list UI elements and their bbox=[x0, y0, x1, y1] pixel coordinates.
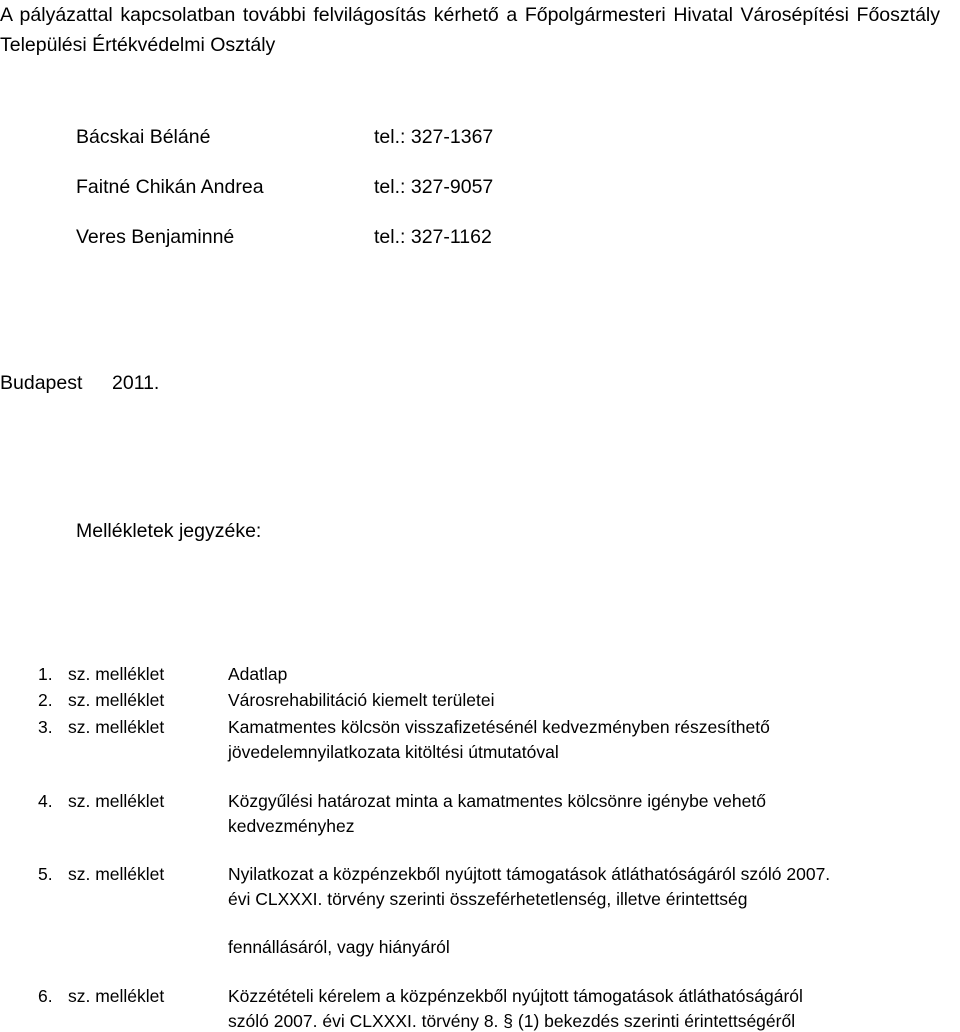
contact-phone: tel.: 327-1162 bbox=[374, 226, 492, 248]
annex-label: sz. melléklet bbox=[68, 664, 165, 684]
annex-title: Közgyűlési határozat minta a kamatmentes kölcsönre igénybe vehető bbox=[228, 791, 766, 811]
annex-title-cont: szóló 2007. évi CLXXXI. törvény 8. § (1) bekezdés szerinti érintettségéről bbox=[228, 1011, 796, 1031]
contact-name: Veres Benjaminné bbox=[76, 226, 235, 248]
annex-title: Nyilatkozat a közpénzekből nyújtott támogatások átláthatóságáról szóló 2007. bbox=[228, 864, 831, 884]
annex-label: sz. melléklet bbox=[68, 864, 165, 884]
annex-title: Kamatmentes kölcsön visszafizetésénél kedvezményben részesíthető bbox=[228, 717, 770, 737]
annex-label: sz. melléklet bbox=[68, 717, 165, 737]
contact-name: Faitné Chikán Andrea bbox=[76, 176, 264, 198]
annex-title-cont: jövedelemnyilatkozata kitöltési útmutatóval bbox=[228, 742, 559, 762]
annex-number: 5. bbox=[38, 864, 53, 884]
annex-number: 3. bbox=[38, 717, 53, 737]
annex-title-cont: évi CLXXXI. törvény szerinti összeférhetetlenség, illetve érintettség bbox=[228, 889, 748, 909]
place: Budapest bbox=[0, 372, 83, 394]
intro-paragraph: A pályázattal kapcsolatban további felvilágosítás kérhető a Főpolgármesteri Hivatal Városépítési Főosztály Települési Értékvédelmi Osztály bbox=[0, 4, 940, 56]
annex-number: 1. bbox=[38, 664, 53, 684]
annex-title: Városrehabilitáció kiemelt területei bbox=[228, 690, 495, 710]
annex-title-cont: fennállásáról, vagy hiányáról bbox=[228, 937, 450, 957]
annex-number: 4. bbox=[38, 791, 53, 811]
contact-phone: tel.: 327-1367 bbox=[374, 126, 494, 148]
annex-title: Adatlap bbox=[228, 664, 288, 684]
annex-number: 2. bbox=[38, 690, 53, 710]
contact-phone: tel.: 327-9057 bbox=[374, 176, 494, 198]
annex-list-title: Mellékletek jegyzéke: bbox=[76, 520, 262, 542]
annex-label: sz. melléklet bbox=[68, 690, 165, 710]
contact-name: Bácskai Béláné bbox=[76, 126, 211, 148]
annex-number: 6. bbox=[38, 986, 53, 1006]
annex-title: Közzétételi kérelem a közpénzekből nyújtott támogatások átláthatóságáról bbox=[228, 986, 803, 1006]
annex-label: sz. melléklet bbox=[68, 986, 165, 1006]
year: 2011. bbox=[112, 372, 160, 394]
annex-label: sz. melléklet bbox=[68, 791, 165, 811]
annex-title-cont: kedvezményhez bbox=[228, 816, 355, 836]
